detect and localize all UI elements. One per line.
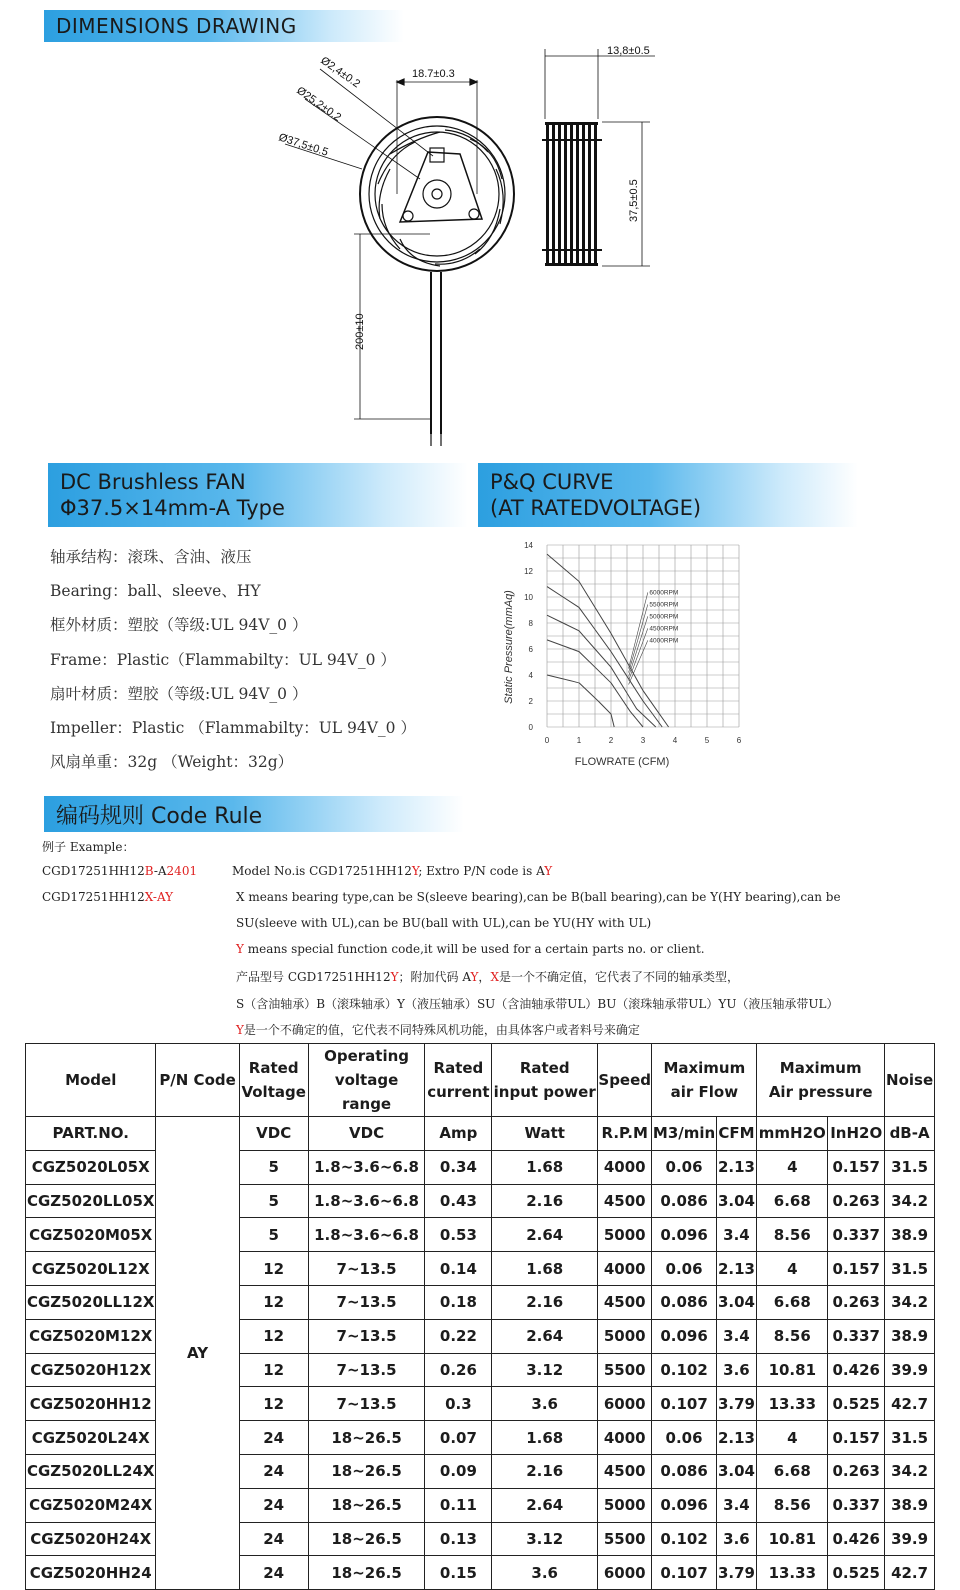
value-cell: 6.68 [757,1184,828,1218]
value-cell: 0.09 [425,1454,492,1488]
value-cell: 3.79 [716,1556,757,1590]
unit-cell: InH2O [828,1117,885,1151]
y-tick-label: 4 [528,671,533,680]
value-cell: 18~26.5 [308,1421,425,1455]
value-cell: 3.4 [716,1218,757,1252]
value-cell: 5 [239,1150,308,1184]
pq-chart [490,535,760,775]
dim-label-lead-length: 200±10 [354,313,366,350]
value-cell: 0.525 [828,1387,885,1421]
value-cell: 42.7 [885,1556,935,1590]
spec-list [50,540,480,779]
chart-y-label: Static Pressure(mmAq) [503,590,515,704]
table-header-row [26,1044,935,1117]
value-cell: 0.337 [828,1319,885,1353]
spec-frame-en: Frame：Plastic（Flammabilty：UL 94V_0 ） [50,650,396,669]
value-cell: 6.68 [757,1285,828,1319]
unit-cell: PART.NO. [26,1117,156,1151]
code-line-y-meaning: Y means special function code,it will be used for a certain parts no. or client. [236,942,705,956]
value-cell: 34.2 [885,1454,935,1488]
dim-label-inner-dia: Ø25,2±0.2 [294,84,344,124]
section-header-dimensions [44,10,404,42]
unit-cell: R.P.M [597,1117,651,1151]
value-cell: 24 [239,1454,308,1488]
model-cell: CGZ5020H24X [26,1522,156,1556]
value-cell: 0.157 [828,1252,885,1286]
col-rated-voltage: Rated Voltage [239,1044,308,1117]
value-cell: 0.53 [425,1218,492,1252]
col-pn-code: P/N Code [156,1044,239,1117]
col-speed: Speed [597,1044,651,1117]
value-cell: 24 [239,1522,308,1556]
value-cell: 0.06 [652,1421,716,1455]
value-cell: 39.9 [885,1353,935,1387]
value-cell: 4 [757,1252,828,1286]
value-cell: 3.4 [716,1488,757,1522]
value-cell: 38.9 [885,1319,935,1353]
spec-bearing-en: Bearing：ball、sleeve、HY [50,582,261,601]
value-cell: 4500 [597,1454,651,1488]
example-code-1: CGD17251HH12B-A2401 [42,864,198,878]
legend-label: 4000RPM [649,637,679,645]
value-cell: 0.15 [425,1556,492,1590]
value-cell: 1.8~3.6~6.8 [308,1218,425,1252]
value-cell: 1.68 [492,1252,598,1286]
value-cell: 12 [239,1285,308,1319]
value-cell: 4 [757,1150,828,1184]
value-cell: 2.13 [716,1421,757,1455]
value-cell: 0.263 [828,1285,885,1319]
value-cell: 34.2 [885,1285,935,1319]
value-cell: 0.157 [828,1421,885,1455]
value-cell: 13.33 [757,1556,828,1590]
value-cell: 4500 [597,1184,651,1218]
value-cell: 18~26.5 [308,1488,425,1522]
value-cell: 38.9 [885,1488,935,1522]
value-cell: 24 [239,1421,308,1455]
model-cell: CGZ5020LL24X [26,1454,156,1488]
y-tick-label: 2 [528,697,533,706]
value-cell: 1.8~3.6~6.8 [308,1184,425,1218]
value-cell: 7~13.5 [308,1285,425,1319]
value-cell: 2.16 [492,1454,598,1488]
value-cell: 5000 [597,1319,651,1353]
section-title: DIMENSIONS DRAWING [56,14,297,38]
unit-cell: dB-A [885,1117,935,1151]
value-cell: 24 [239,1556,308,1590]
model-cell: CGZ5020HH24 [26,1556,156,1590]
unit-cell: VDC [308,1117,425,1151]
model-cell: CGZ5020H12X [26,1353,156,1387]
value-cell: 7~13.5 [308,1353,425,1387]
value-cell: 5500 [597,1522,651,1556]
value-cell: 8.56 [757,1488,828,1522]
value-cell: 0.263 [828,1454,885,1488]
model-cell: CGZ5020M05X [26,1218,156,1252]
value-cell: 0.086 [652,1454,716,1488]
value-cell: 6.68 [757,1454,828,1488]
chart-x-label: FLOWRATE (CFM) [574,756,670,768]
unit-cell: Amp [425,1117,492,1151]
value-cell: 12 [239,1387,308,1421]
example-code-2: CGD17251HH12X-AY [42,890,174,904]
value-cell: 0.07 [425,1421,492,1455]
value-cell: 3.79 [716,1387,757,1421]
value-cell: 5 [239,1218,308,1252]
value-cell: 2.16 [492,1285,598,1319]
dim-label-outer-dia: Ø37,5±0.5 [277,131,330,159]
section-header-pq-curve [478,463,858,527]
value-cell: 2.13 [716,1150,757,1184]
value-cell: 8.56 [757,1218,828,1252]
code-line-cn-3: Y是一个不确定的值，它代表不同特殊风机功能，由具体客户或者料号来确定 [236,1023,640,1037]
code-line-x-meaning: X means bearing type,can be S(sleeve bearing),can be B(ball bearing),can be Y(HY bearing),can be [236,890,841,904]
code-line-cn-2: S（含油轴承）B（滚珠轴承）Y（液压轴承）SU（含油轴承带UL）BU（滚珠轴承带UL）YU（液压轴承带UL） [236,997,839,1011]
spec-impeller-en: Impeller：Plastic （Flammabilty：UL 94V_0 ） [50,718,416,737]
value-cell: 10.81 [757,1522,828,1556]
section-header-code-rule [44,796,464,832]
value-cell: 0.102 [652,1353,716,1387]
value-cell: 5 [239,1184,308,1218]
unit-cell: Watt [492,1117,598,1151]
pq-subtitle: (AT RATEDVOLTAGE) [490,496,702,520]
y-tick-label: 10 [524,593,533,602]
x-tick-label: 0 [544,736,550,745]
value-cell: 18~26.5 [308,1522,425,1556]
value-cell: 4000 [597,1421,651,1455]
model-cell: CGZ5020L05X [26,1150,156,1184]
value-cell: 31.5 [885,1150,935,1184]
value-cell: 3.4 [716,1319,757,1353]
value-cell: 0.18 [425,1285,492,1319]
value-cell: 3.6 [716,1522,757,1556]
col-rated-power: Rated input power [492,1044,598,1117]
legend-label: 5000RPM [649,613,679,621]
value-cell: 6000 [597,1387,651,1421]
value-cell: 6000 [597,1556,651,1590]
value-cell: 0.06 [652,1252,716,1286]
value-cell: 0.43 [425,1184,492,1218]
value-cell: 2.16 [492,1184,598,1218]
value-cell: 24 [239,1488,308,1522]
value-cell: 0.34 [425,1150,492,1184]
value-cell: 5000 [597,1488,651,1522]
value-cell: 1.8~3.6~6.8 [308,1150,425,1184]
value-cell: 0.263 [828,1184,885,1218]
y-tick-label: 12 [524,567,533,576]
example-label: 例子 Example： [42,840,135,854]
model-cell: CGZ5020LL12X [26,1285,156,1319]
value-cell: 39.9 [885,1522,935,1556]
series-line-5000rpm [547,615,656,727]
chart-grid [547,545,739,727]
value-cell: 0.337 [828,1488,885,1522]
pq-title: P&Q CURVE [490,470,614,494]
value-cell: 3.6 [492,1556,598,1590]
y-tick-label: 8 [528,619,533,628]
value-cell: 0.14 [425,1252,492,1286]
value-cell: 0.086 [652,1285,716,1319]
legend-leader [629,592,648,668]
value-cell: 4 [757,1421,828,1455]
value-cell: 0.06 [652,1150,716,1184]
value-cell: 5000 [597,1218,651,1252]
model-cell: CGZ5020M24X [26,1488,156,1522]
dim-label-hole: Ø2,4±0.2 [318,54,363,91]
value-cell: 0.337 [828,1218,885,1252]
value-cell: 0.426 [828,1353,885,1387]
spec-table [25,1043,935,1590]
x-tick-label: 5 [704,736,710,745]
code-line-x-meaning-2: SU(sleeve with UL),can be BU(ball with UL),can be YU(HY with UL) [236,916,652,930]
dimensions-drawing [250,44,690,454]
col-model: Model [26,1044,156,1117]
value-cell: 0.107 [652,1556,716,1590]
x-tick-label: 1 [576,736,582,745]
value-cell: 34.2 [885,1184,935,1218]
x-tick-label: 3 [640,736,646,745]
fan-subtitle: Φ37.5×14mm-A Type [60,496,285,520]
value-cell: 0.096 [652,1218,716,1252]
dim-label-thickness: 13,8±0.5 [607,45,650,57]
value-cell: 3.04 [716,1285,757,1319]
value-cell: 18~26.5 [308,1556,425,1590]
value-cell: 31.5 [885,1421,935,1455]
x-tick-label: 2 [608,736,614,745]
code-line-model: Model No.is CGD17251HH12Y; Extro P/N code is AY [232,864,553,878]
series-line-5500rpm [547,587,662,727]
value-cell: 3.04 [716,1184,757,1218]
model-cell: CGZ5020L12X [26,1252,156,1286]
fan-title: DC Brushless FAN [60,470,246,494]
x-tick-label: 6 [736,736,742,745]
value-cell: 0.11 [425,1488,492,1522]
spec-bearing-cn: 轴承结构：滚珠、含油、液压 [50,548,252,566]
value-cell: 3.12 [492,1353,598,1387]
x-tick-label: 4 [672,736,678,745]
code-line-cn-1: 产品型号 CGD17251HH12Y；附加代码 AY，X是一个不确定值，它代表了不同的轴承类型， [236,970,739,984]
value-cell: 1.68 [492,1421,598,1455]
value-cell: 0.22 [425,1319,492,1353]
unit-cell: CFM [716,1117,757,1151]
legend-label: 4500RPM [649,625,679,633]
value-cell: 3.04 [716,1454,757,1488]
value-cell: 0.525 [828,1556,885,1590]
legend-label: 6000RPM [649,589,679,597]
value-cell: 3.12 [492,1522,598,1556]
section-header-fan [48,463,468,527]
model-cell: CGZ5020M12X [26,1319,156,1353]
model-cell: CGZ5020HH12 [26,1387,156,1421]
value-cell: 0.107 [652,1387,716,1421]
spec-frame-cn: 框外材质：塑胶（等级:UL 94V_0 ） [50,616,308,635]
y-tick-label: 14 [524,541,533,550]
value-cell: 4000 [597,1252,651,1286]
value-cell: 12 [239,1353,308,1387]
value-cell: 2.13 [716,1252,757,1286]
col-noise: Noise [885,1044,935,1117]
value-cell: 8.56 [757,1319,828,1353]
code-rule-title: 编码规则 Code Rule [56,803,263,829]
dim-label-width: 18.7±0.3 [412,68,455,80]
model-cell: CGZ5020L24X [26,1421,156,1455]
pn-code-cell: AY [156,1117,239,1590]
value-cell: 31.5 [885,1252,935,1286]
value-cell: 10.81 [757,1353,828,1387]
value-cell: 13.33 [757,1387,828,1421]
value-cell: 1.68 [492,1150,598,1184]
value-cell: 42.7 [885,1387,935,1421]
value-cell: 4000 [597,1150,651,1184]
col-rated-current: Rated current [425,1044,492,1117]
legend-label: 5500RPM [649,601,679,609]
value-cell: 0.426 [828,1522,885,1556]
value-cell: 5500 [597,1353,651,1387]
model-cell: CGZ5020LL05X [26,1184,156,1218]
value-cell: 2.64 [492,1319,598,1353]
unit-cell: VDC [239,1117,308,1151]
spec-weight: 风扇单重：32g （Weight：32g） [50,753,294,772]
value-cell: 4500 [597,1285,651,1319]
col-air-flow: Maximum air Flow [652,1044,757,1117]
value-cell: 0.13 [425,1522,492,1556]
value-cell: 7~13.5 [308,1387,425,1421]
value-cell: 18~26.5 [308,1454,425,1488]
value-cell: 0.26 [425,1353,492,1387]
value-cell: 2.64 [492,1488,598,1522]
value-cell: 7~13.5 [308,1319,425,1353]
unit-cell: M3/min [652,1117,716,1151]
table-unit-row [26,1117,935,1151]
y-tick-label: 0 [528,723,533,732]
spec-impeller-cn: 扇叶材质：塑胶（等级:UL 94V_0 ） [50,684,308,703]
value-cell: 0.157 [828,1150,885,1184]
value-cell: 38.9 [885,1218,935,1252]
value-cell: 0.086 [652,1184,716,1218]
value-cell: 2.64 [492,1218,598,1252]
value-cell: 3.6 [716,1353,757,1387]
value-cell: 0.096 [652,1488,716,1522]
dim-label-height: 37,5±0.5 [628,179,640,222]
y-tick-label: 6 [528,645,533,654]
value-cell: 3.6 [492,1387,598,1421]
value-cell: 0.096 [652,1319,716,1353]
value-cell: 0.3 [425,1387,492,1421]
col-operating-range: Operating voltage range [308,1044,425,1117]
unit-cell: mmH2O [757,1117,828,1151]
col-air-pressure: Maximum Air pressure [757,1044,885,1117]
value-cell: 12 [239,1319,308,1353]
value-cell: 0.102 [652,1522,716,1556]
value-cell: 12 [239,1252,308,1286]
value-cell: 7~13.5 [308,1252,425,1286]
